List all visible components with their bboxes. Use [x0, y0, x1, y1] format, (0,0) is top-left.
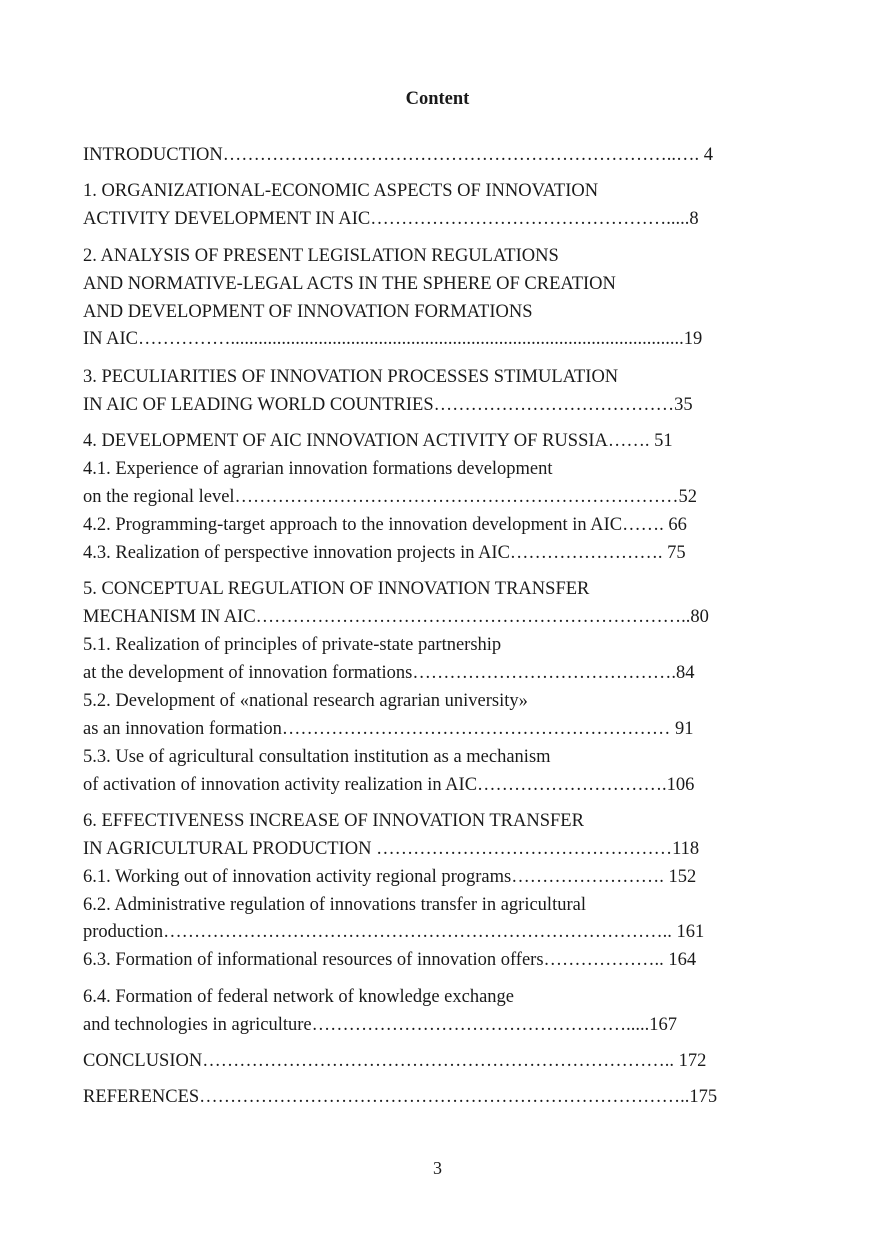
toc-references: REFERENCES……………………………………………………………………..175 — [83, 1087, 718, 1107]
toc-section-6-2-line-1: 6.2. Administrative regulation of innovations transfer in agricultural — [83, 895, 586, 915]
toc-section-5-2-line-2: as an innovation formation……………………………………………………… 91 — [83, 719, 694, 739]
toc-section-5-1-line-1: 5.1. Realization of principles of private-state partnership — [83, 635, 502, 655]
toc-chapter-5-line-2: MECHANISM IN AIC……………………………………………………………..80 — [83, 607, 709, 627]
toc-section-5-1-line-2: at the development of innovation formations…………………………………….84 — [83, 663, 695, 683]
page-title: Content — [405, 89, 470, 109]
toc-introduction: INTRODUCTION………………………………………………………………..…. 4 — [83, 145, 714, 165]
toc-chapter-2-line-4: IN AIC……………..................................................................................................19 — [83, 329, 703, 349]
toc-chapter-6-line-1: 6. EFFECTIVENESS INCREASE OF INNOVATION TRANSFER — [83, 811, 584, 831]
toc-section-6-3: 6.3. Formation of informational resources of innovation offers……………….. 164 — [83, 950, 697, 970]
toc-chapter-1-line-1: 1. ORGANIZATIONAL-ECONOMIC ASPECTS OF INNOVATION — [83, 181, 599, 201]
toc-chapter-3-line-1: 3. PECULIARITIES OF INNOVATION PROCESSES STIMULATION — [83, 367, 619, 387]
toc-section-4-3: 4.3. Realization of perspective innovation projects in AIC……………………. 75 — [83, 543, 686, 563]
toc-section-4-1-line-2: on the regional level………………………………………………………………52 — [83, 487, 698, 507]
toc-section-5-3-line-1: 5.3. Use of agricultural consultation institution as a mechanism — [83, 747, 551, 767]
toc-section-6-2-line-2: production……………………………………………………………………….. 161 — [83, 922, 705, 942]
toc-section-6-4-line-2: and technologies in agriculture…………………………………………….....167 — [83, 1015, 677, 1035]
toc-chapter-2-line-3: AND DEVELOPMENT OF INNOVATION FORMATIONS — [83, 302, 533, 322]
toc-section-5-2-line-1: 5.2. Development of «national research agrarian university» — [83, 691, 528, 711]
toc-section-4-2: 4.2. Programming-target approach to the innovation development in AIC……. 66 — [83, 515, 687, 535]
toc-section-6-1: 6.1. Working out of innovation activity regional programs……………………. 152 — [83, 867, 697, 887]
toc-section-4-1-line-1: 4.1. Experience of agrarian innovation formations development — [83, 459, 553, 479]
toc-chapter-5-line-1: 5. CONCEPTUAL REGULATION OF INNOVATION TRANSFER — [83, 579, 590, 599]
toc-chapter-3-line-2: IN AIC OF LEADING WORLD COUNTRIES…………………………………35 — [83, 395, 693, 415]
toc-conclusion: CONCLUSION………………………………………………………………….. 172 — [83, 1051, 707, 1071]
toc-section-6-4-line-1: 6.4. Formation of federal network of knowledge exchange — [83, 987, 515, 1007]
toc-chapter-4: 4. DEVELOPMENT OF AIC INNOVATION ACTIVITY OF RUSSIA……. 51 — [83, 431, 673, 451]
toc-chapter-1-line-2: ACTIVITY DEVELOPMENT IN AIC………………………………………….....8 — [83, 209, 699, 229]
toc-chapter-6-line-2: IN AGRICULTURAL PRODUCTION …………………………………………118 — [83, 839, 700, 859]
toc-chapter-2-line-2: AND NORMATIVE-LEGAL ACTS IN THE SPHERE OF CREATION — [83, 274, 616, 294]
toc-chapter-2-line-1: 2. ANALYSIS OF PRESENT LEGISLATION REGULATIONS — [83, 246, 559, 266]
page-number: 3 — [433, 1158, 442, 1178]
toc-section-5-3-line-2: of activation of innovation activity realization in AIC………………………….106 — [83, 775, 695, 795]
